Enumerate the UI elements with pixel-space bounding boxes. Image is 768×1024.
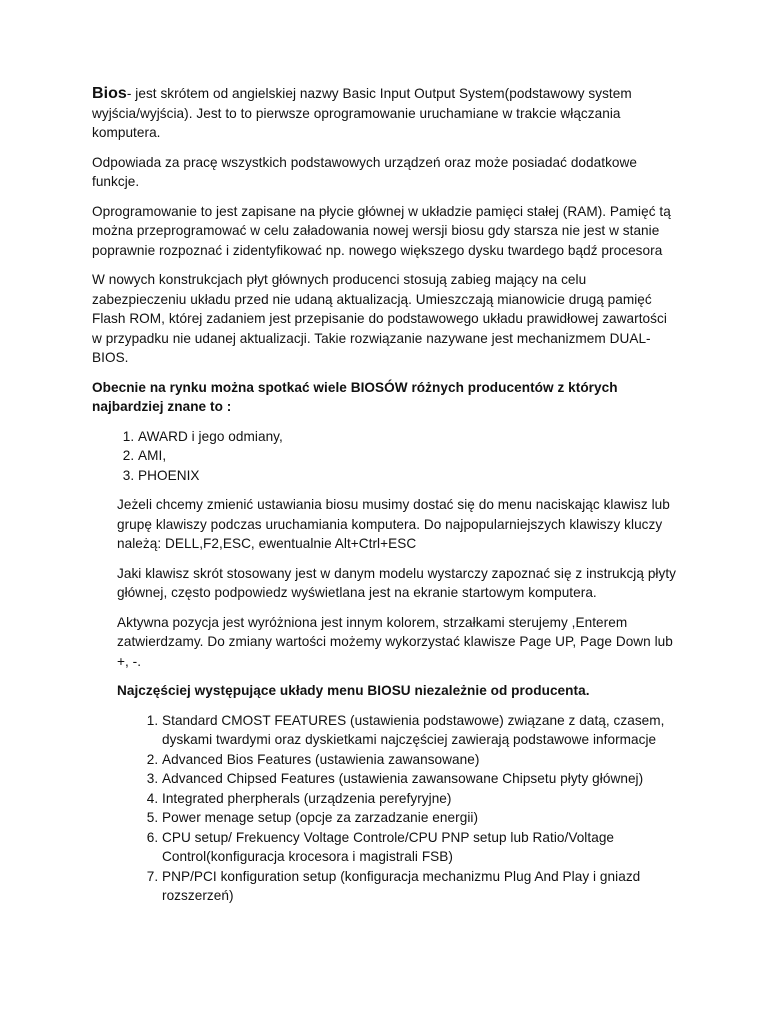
list-item: 3. PHOENIX: [138, 466, 676, 486]
list-item: 3. Advanced Chipsed Features (ustawienia zawansowane Chipsetu płyty głównej): [162, 769, 676, 789]
document-body: [92, 84, 676, 906]
list-item: 1. Standard CMOST FEATURES (ustawienia podstawowe) związane z datą, czasem, dyskami twardymi oraz dyskietkami najczęściej zawierają podstawowe informacje: [162, 711, 676, 750]
list-item: 2. AMI,: [138, 446, 676, 466]
paragraph-shortcut: Jaki klawisz skrót stosowany jest w danym modelu wystarczy zapoznać się z instrukcją płyty głównej, często podpowiedz wyświetlana jest na ekranie startowym komputera.: [117, 565, 677, 600]
list-item: 7. PNP/PCI konfiguration setup (konfiguracja mechanizmu Plug And Play i gniazd rozszerzeń): [162, 867, 676, 906]
producers-heading: Obecnie na rynku można spotkać wiele BIOSÓW różnych producentów z których najbardziej znane to :: [92, 379, 618, 414]
paragraph-memory: Oprogramowanie to jest zapisane na płycie głównej w układzie pamięci stałej (RAM). Pamięć tą można przeprogramować w celu załadowania nowej wersji biosu gdy starsza nie jest w stanie poprawnie rozpoznać i zidentyfikować np. nowego większego dysku twardego bądź procesora: [92, 203, 671, 258]
menu-list: [92, 711, 676, 906]
paragraph-navigation: Aktywna pozycja jest wyróżniona jest innym kolorem, strzałkami sterujemy ,Enterem zatwierdzamy. Do zmiany wartości możemy wykorzystać klawisze Page UP, Page Down lub +, -.: [117, 614, 673, 669]
list-item: 2. Advanced Bios Features (ustawienia zawansowane): [162, 750, 676, 770]
intro-term: Bios: [92, 85, 127, 102]
menu-heading: Najczęściej występujące układy menu BIOSU niezależnie od producenta.: [117, 683, 590, 698]
list-item: 1. AWARD i jego odmiany,: [138, 427, 676, 447]
paragraph-keys: Jeżeli chcemy zmienić ustawiania biosu musimy dostać się do menu naciskając klawisz lub grupę klawiszy podczas uruchamiania komputera. Do najpopularniejszych klawiszy kluczy należą: DELL,F2,ESC, ewentualnie Alt+Ctrl+ESC: [117, 497, 670, 551]
paragraph-functions: Odpowiada za pracę wszystkich podstawowych urządzeń oraz może posiadać dodatkowe funkcje.: [92, 154, 638, 189]
list-item: 4. Integrated pherpherals (urządzenia perefyryjne): [162, 789, 676, 809]
intro-text: - jest skrótem od angielskiej nazwy Basic Input Output System(podstawowy system wyjścia/wyjścia). Jest to to pierwsze oprogramowanie uruchamiane w trakcie włączania komputera.: [92, 86, 632, 140]
intro-paragraph: [92, 84, 676, 143]
list-item: 6. CPU setup/ Frekuency Voltage Controle/CPU PNP setup lub Ratio/Voltage Control(konfiguracja krocesora i magistrali FSB): [162, 828, 676, 867]
list-item: 5. Power menage setup (opcje za zarzadzanie energii): [162, 808, 676, 828]
producers-list: [92, 427, 676, 486]
paragraph-dual-bios: W nowych konstrukcjach płyt głównych producenci stosują zabieg mający na celu zabezpieczeniu układu przed nie udaną aktualizacją. Umieszczają mianowicie drugą pamięć Flash ROM, której zadaniem jest przepisanie do podstawowego układu prawidłowej zawartości w przypadku nie udanej aktualizacji. Takie rozwiązanie nazywane jest mechanizmem DUAL-BIOS.: [92, 272, 667, 365]
